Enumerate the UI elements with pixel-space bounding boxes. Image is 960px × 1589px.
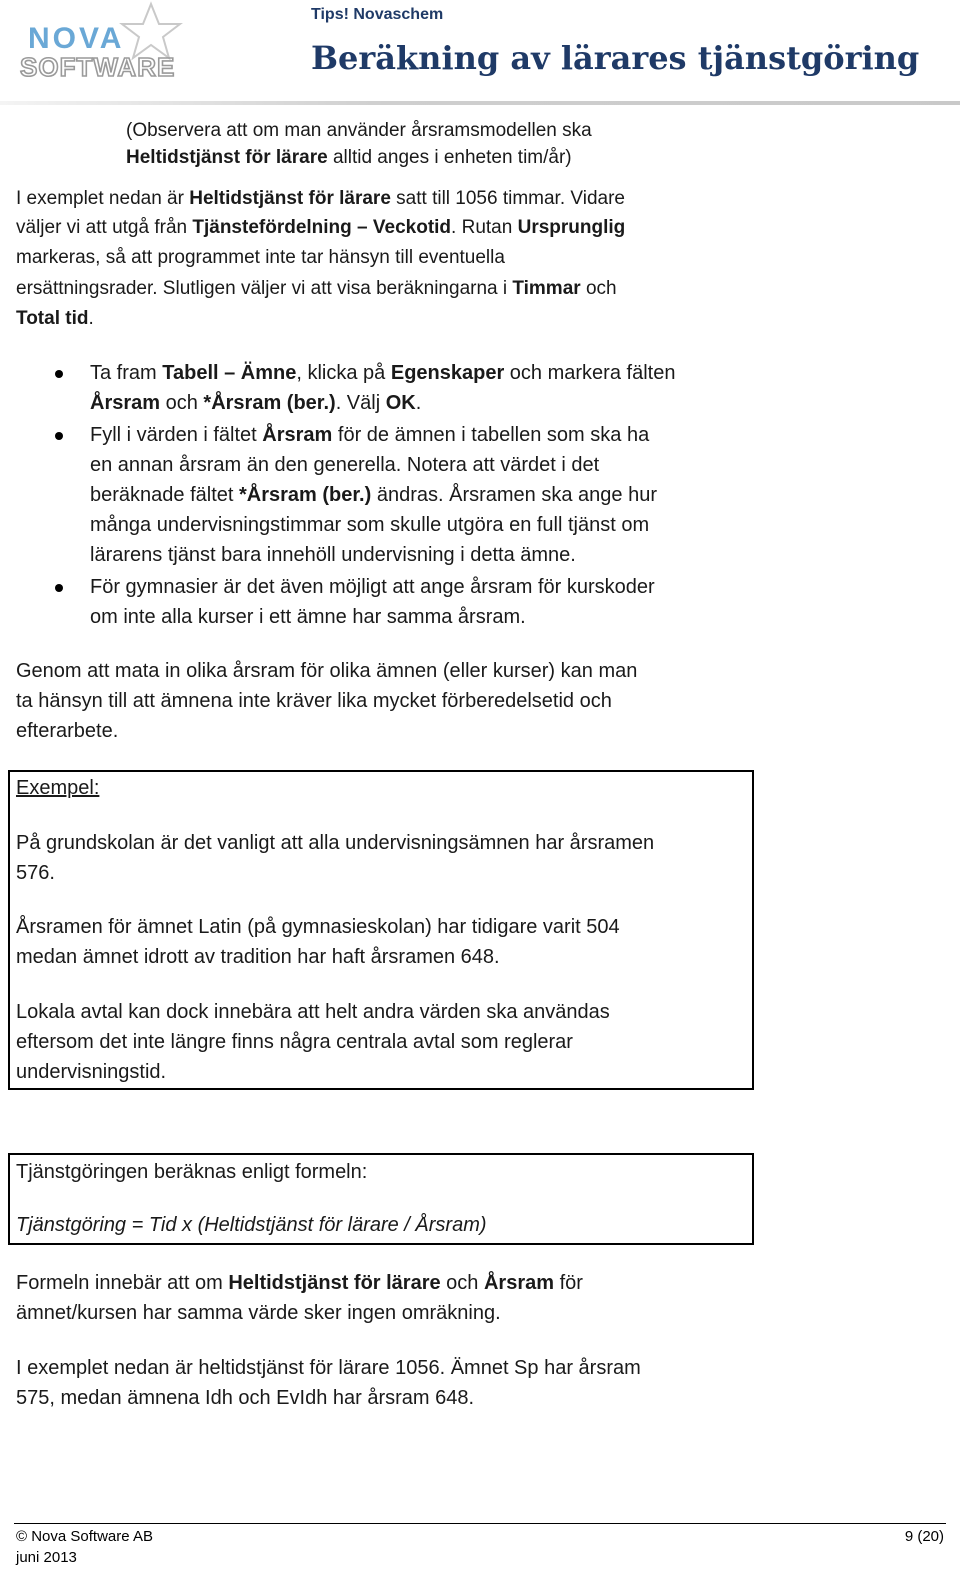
para2-line-3: efterarbete.: [16, 720, 119, 742]
para3-line-1: Formeln innebär att om Heltidstjänst för lärare och Årsram för: [16, 1272, 583, 1294]
footer-divider: [14, 1523, 946, 1524]
formula: Tjänstgöring = Tid x (Heltidstjänst för lärare / Årsram): [16, 1214, 487, 1236]
bullet-2-line-5: lärarens tjänst bara innehöll undervisning i detta ämne.: [90, 544, 576, 566]
formula-intro: Tjänstgöringen beräknas enligt formeln:: [16, 1161, 368, 1183]
footer-date: juni 2013: [16, 1549, 77, 1566]
header-divider: [0, 101, 960, 105]
example-p3-line-3: undervisningstid.: [16, 1061, 167, 1083]
example-p2-line-2: medan ämnet idrott av tradition har haft årsramen 648.: [16, 946, 500, 968]
intro-note-line-2: Heltidstjänst för lärare alltid anges i enheten tim/år): [126, 147, 572, 168]
para4-line-1: I exemplet nedan är heltidstjänst för lärare 1056. Ämnet Sp har årsram: [16, 1357, 641, 1379]
nova-software-logo: [16, 0, 220, 86]
para1-line-3: markeras, så att programmet inte tar hänsyn till eventuella: [16, 247, 505, 268]
intro-note-line-1: (Observera att om man använder årsramsmodellen ska: [126, 120, 592, 141]
bullet-2-line-3: beräknade fältet *Årsram (ber.) ändras. Årsramen ska ange hur: [90, 484, 657, 506]
bullet-1-line-1: Ta fram Tabell – Ämne, klicka på Egenskaper och markera fälten: [90, 362, 676, 384]
bullet-dot: [55, 584, 63, 592]
page-title: Beräkning av lärares tjänstgöring: [311, 39, 920, 77]
bullet-1-line-2: Årsram och *Årsram (ber.). Välj OK.: [90, 392, 422, 414]
para1-line-5: Total tid.: [16, 308, 94, 329]
example-p1-line-1: På grundskolan är det vanligt att alla undervisningsämnen har årsramen: [16, 832, 655, 854]
bullet-3-line-2: om inte alla kurser i ett ämne har samma årsram.: [90, 606, 526, 628]
example-p1-line-2: 576.: [16, 862, 55, 884]
para1-line-2: väljer vi att utgå från Tjänstefördelning – Veckotid. Rutan Ursprunglig: [16, 217, 626, 238]
bullet-dot: [55, 432, 63, 440]
para2-line-2: ta hänsyn till att ämnena inte kräver lika mycket förberedelsetid och: [16, 690, 612, 712]
example-p2-line-1: Årsramen för ämnet Latin (på gymnasieskolan) har tidigare varit 504: [16, 916, 620, 938]
bullet-2-line-1: Fyll i värden i fältet Årsram för de ämnen i tabellen som ska ha: [90, 424, 650, 446]
example-heading: Exempel:: [16, 777, 100, 799]
bullet-2-line-2: en annan årsram än den generella. Notera att värdet i det: [90, 454, 600, 476]
bullet-3-line-1: För gymnasier är det även möjligt att ange årsram för kurskoder: [90, 576, 655, 598]
para4-line-2: 575, medan ämnena Idh och EvIdh har årsram 648.: [16, 1387, 475, 1409]
para1-line-4: ersättningsrader. Slutligen väljer vi att visa beräkningarna i Timmar och: [16, 278, 617, 299]
bullet-2-line-4: många undervisningstimmar som skulle utgöra en full tjänst om: [90, 514, 650, 536]
header-tag: Tips! Novaschem: [311, 6, 444, 23]
logo-software-text: SOFTWARE: [20, 52, 176, 82]
example-p3-line-1: Lokala avtal kan dock innebära att helt andra värden ska användas: [16, 1001, 610, 1023]
para2-line-1: Genom att mata in olika årsram för olika ämnen (eller kurser) kan man: [16, 660, 638, 682]
logo-nova-text: NOVA: [28, 22, 125, 55]
footer-copyright: © Nova Software AB: [16, 1528, 153, 1545]
para3-line-2: ämnet/kursen har samma värde sker ingen omräkning.: [16, 1302, 501, 1324]
example-p3-line-2: eftersom det inte längre finns några centrala avtal som reglerar: [16, 1031, 573, 1053]
footer-page-number: 9 (20): [904, 1528, 944, 1545]
bullet-dot: [55, 370, 63, 378]
para1-line-1: I exemplet nedan är Heltidstjänst för lärare satt till 1056 timmar. Vidare: [16, 188, 625, 209]
